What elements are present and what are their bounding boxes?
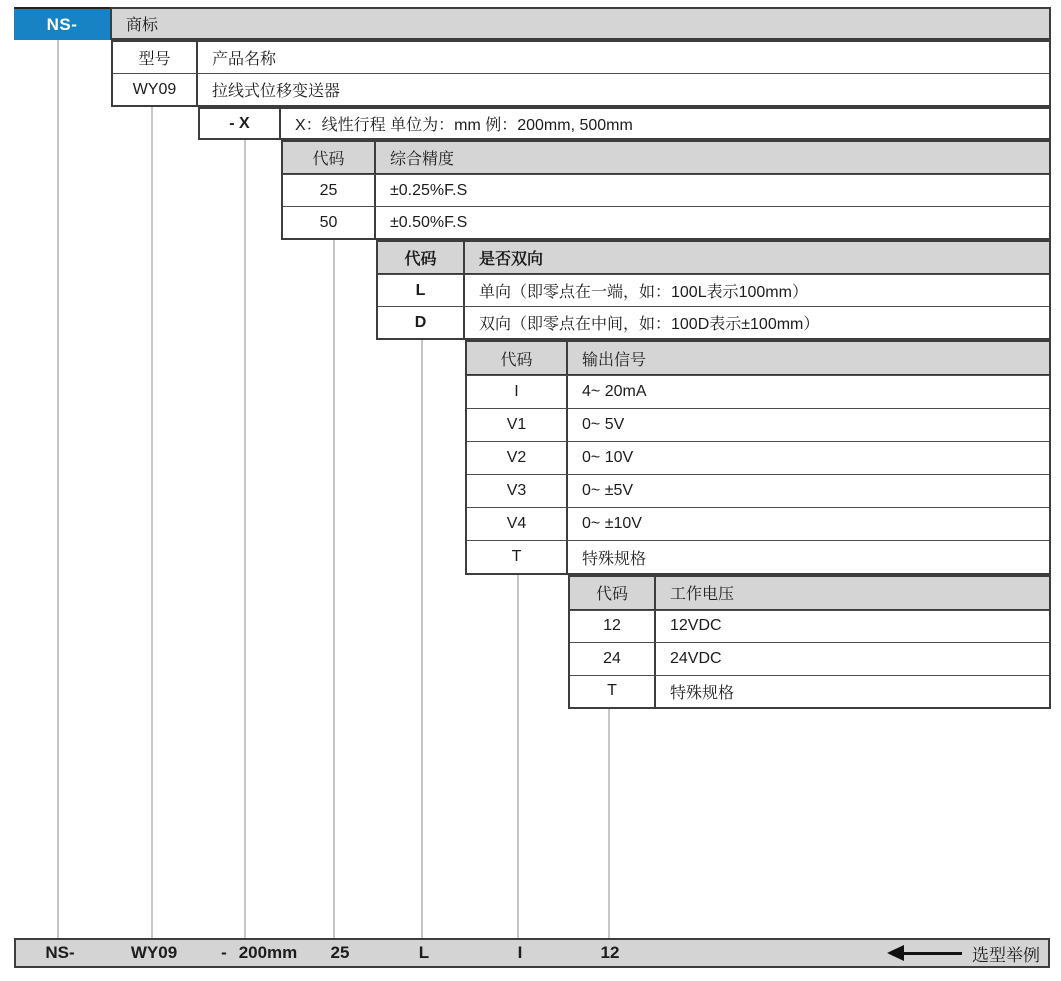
table-row [467,540,1049,573]
example-segment-accuracy: 25 [330,943,350,962]
voltage-header-cell: 工作电压 [670,586,735,604]
trademark-table [110,7,1051,40]
stroke-code-cell: - X [200,109,281,138]
direction-header-cell: 是否双向 [479,251,544,268]
table-row [467,507,1049,540]
product-name-header-cell: 产品名称 [212,51,277,68]
accuracy-header-cell: 综合精度 [390,151,455,168]
code-cell: V4 [467,508,568,540]
output-header-cell: 输出信号 [582,351,647,369]
connector-line-output [517,575,519,938]
left-arrow-icon [887,945,904,961]
table-row [113,73,1049,105]
code-cell: D [378,307,465,338]
table-row [200,109,1049,138]
example-segment-stroke: 200mm [238,943,298,962]
connector-line-voltage [608,709,610,938]
table-row [467,474,1049,507]
desc-cell: 特殊规格 [670,684,735,702]
desc-cell: 24VDC [670,649,722,667]
table-row [570,610,1049,643]
example-segment-output: I [517,943,523,962]
code-cell: 12 [570,611,656,643]
table-row [467,441,1049,474]
connector-line-model [151,107,153,938]
example-bar [14,938,1050,968]
code-header-cell: 代码 [467,342,568,374]
direction-table [376,240,1051,340]
stroke-row [198,107,1051,140]
code-header-cell: 代码 [378,242,465,273]
table-row [467,375,1049,408]
code-cell: I [467,376,568,408]
accuracy-header-row [283,142,1049,174]
desc-cell: 特殊规格 [582,550,647,568]
code-cell: V1 [467,409,568,441]
accuracy-table [281,140,1051,240]
model-header-cell: 型号 [113,42,198,73]
table-row [283,206,1049,238]
brand-code-box [14,7,110,40]
desc-cell: 0~ ±10V [582,515,642,532]
code-cell: L [378,275,465,306]
desc-cell: 4~ 20mA [582,383,647,400]
code-cell: 24 [570,643,656,675]
arrow-shaft [904,952,962,955]
table-row [378,306,1049,338]
stroke-desc-cell: X：线性行程 单位为：mm 例：200mm, 500mm [295,117,633,134]
connector-line-stroke [244,140,246,938]
example-label: 选型举例 [972,945,1040,965]
connector-line-accuracy [333,240,335,938]
desc-cell: 0~ 10V [582,449,634,466]
product-name-cell: 拉线式位移变送器 [212,83,341,100]
code-cell: V3 [467,475,568,507]
code-cell: V2 [467,442,568,474]
model-code-cell: WY09 [113,74,198,105]
example-pointer [887,940,1040,966]
code-header-cell: 代码 [283,142,376,173]
voltage-header-row [570,577,1049,610]
model-header-row [113,42,1049,73]
connector-line-direction [421,340,423,938]
desc-cell: 0~ 5V [582,416,625,433]
desc-cell: ±0.50%F.S [390,213,468,231]
example-segment-brand: NS- [45,943,75,962]
example-segment-model: WY09 [130,943,178,962]
example-segment-direction: L [418,943,430,962]
desc-cell: 0~ ±5V [582,482,634,499]
code-header-cell: 代码 [570,577,656,609]
trademark-header-cell: 商标 [126,17,159,34]
output-header-row [467,342,1049,375]
connector-line-brand [57,40,59,938]
voltage-table [568,575,1051,709]
model-table [111,40,1051,107]
table-row [570,675,1049,708]
direction-header-row [378,242,1049,274]
example-segment-dash: - [221,943,227,962]
code-cell: 25 [283,175,376,206]
desc-cell: 12VDC [670,617,722,635]
table-row [467,408,1049,441]
desc-cell: 单向（即零点在一端，如：100L表示100mm） [479,284,808,301]
code-cell: T [467,541,568,573]
code-cell: 50 [283,207,376,238]
example-segment-voltage: 12 [600,943,620,962]
desc-cell: ±0.25%F.S [390,181,468,199]
output-signal-table [465,340,1051,575]
brand-code-label: NS- [46,14,78,34]
table-row [283,174,1049,206]
code-cell: T [570,676,656,708]
table-row [378,274,1049,306]
table-row [570,642,1049,675]
desc-cell: 双向（即零点在中间，如：100D表示±100mm） [479,316,820,333]
